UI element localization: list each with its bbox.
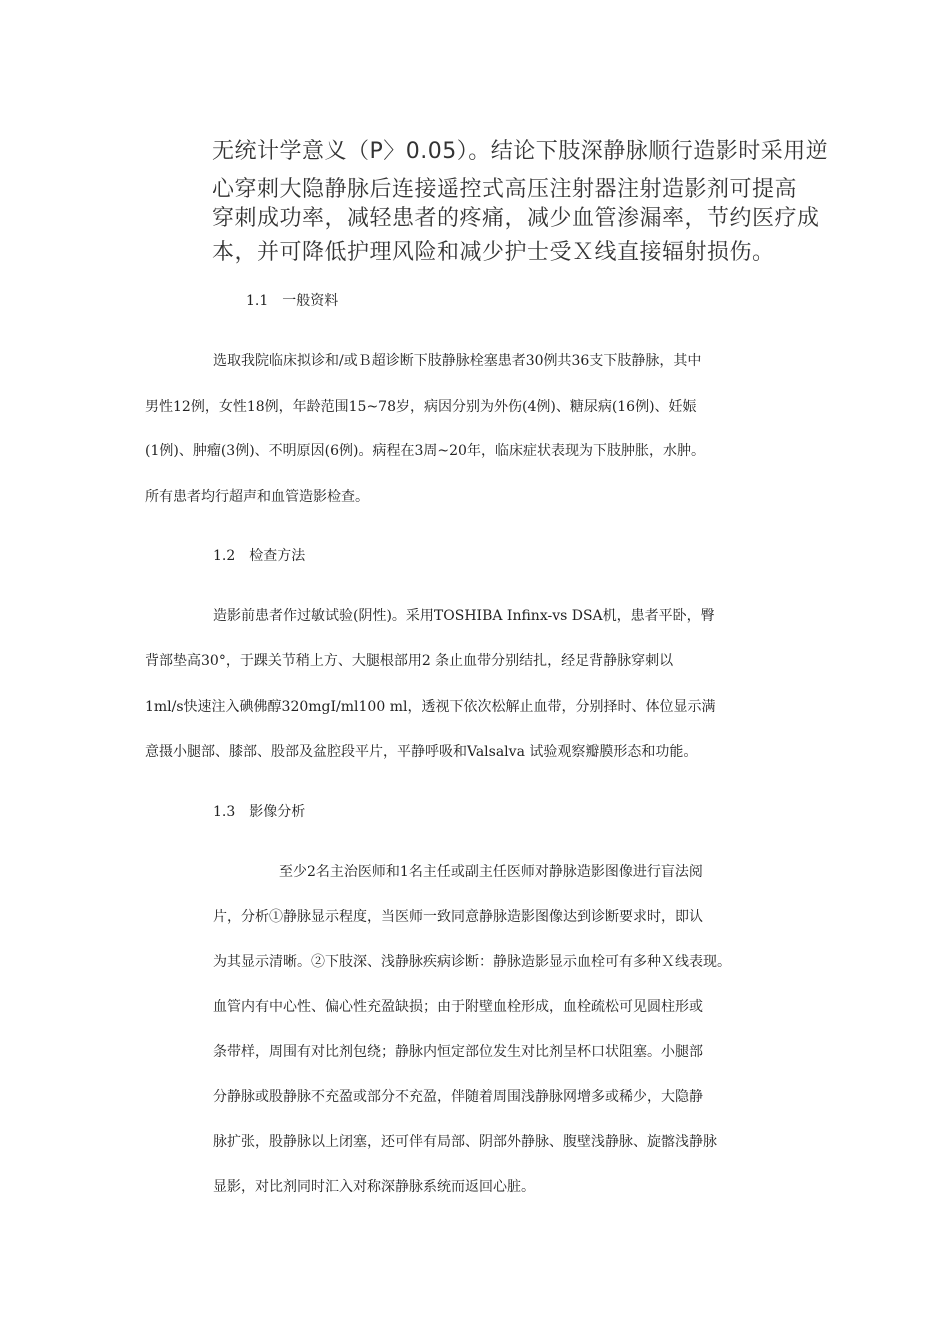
section-heading-1-2: 1.2 检查方法 xyxy=(213,548,306,564)
paragraph-line: 血管内有中心性、偏心性充盈缺损；由于附壁血栓形成，血栓疏松可见圆柱形或 xyxy=(213,999,703,1015)
paragraph-line: 显影，对比剂同时汇入对称深静脉系统而返回心脏。 xyxy=(213,1179,535,1195)
paragraph-line: 背部垫高30°，于踝关节稍上方、大腿根部用2 条止血带分别结扎，经足背静脉穿刺以 xyxy=(145,653,674,669)
paragraph-line: (1例)、肿瘤(3例)、不明原因(6例)。病程在3周~20年，临床症状表现为下肢肿胀，水肿。 xyxy=(145,443,705,459)
paragraph-line: 选取我院临床拟诊和/或Ｂ超诊断下肢静脉栓塞患者30例共36支下肢静脉，其中 xyxy=(213,353,702,369)
paragraph-line: 造影前患者作过敏试验(阴性)。采用TOSHIBA Infinx-vs DSA机，患者平卧，臀 xyxy=(213,608,715,624)
paragraph-line: 至少2名主治医师和1名主任或副主任医师对静脉造影图像进行盲法阅 xyxy=(279,864,703,880)
paragraph-line: 意摄小腿部、膝部、股部及盆腔段平片，平静呼吸和Valsalva 试验观察瓣膜形态和功能。 xyxy=(145,744,698,760)
conclusion-line: 本，并可降低护理风险和减少护士受Ｘ线直接辐射损伤。 xyxy=(212,240,775,265)
paragraph-line: 1ml/s快速注入碘佛醇320mgI/ml100 ml，透视下依次松解止血带，分别择时、体位显示满 xyxy=(145,699,716,715)
paragraph-line: 男性12例，女性18例，年龄范围15~78岁，病因分别为外伤(4例)、糖尿病(16例)、妊娠 xyxy=(145,399,697,415)
paragraph-line: 脉扩张，股静脉以上闭塞，还可伴有局部、阴部外静脉、腹壁浅静脉、旋髂浅静脉 xyxy=(213,1134,717,1150)
paragraph-line: 条带样，周围有对比剂包绕；静脉内恒定部位发生对比剂呈杯口状阻塞。小腿部 xyxy=(213,1044,703,1060)
conclusion-line: 穿刺成功率，减轻患者的疼痛，减少血管渗漏率，节约医疗成 xyxy=(212,206,820,231)
paragraph-line: 所有患者均行超声和血管造影检查。 xyxy=(145,489,369,505)
paragraph-line: 片，分析①静脉显示程度，当医师一致同意静脉造影图像达到诊断要求时，即认 xyxy=(213,909,703,925)
paragraph-line: 分静脉或股静脉不充盈或部分不充盈，伴随着周围浅静脉网增多或稀少，大隐静 xyxy=(213,1089,703,1105)
conclusion-line: 心穿刺大隐静脉后连接遥控式高压注射器注射造影剂可提高 xyxy=(212,177,798,202)
conclusion-line: 无统计学意义（P〉0.05）。结论下肢深静脉顺行造影时采用逆 xyxy=(212,139,829,164)
section-heading-1-1: 1.1 一般资料 xyxy=(246,293,339,309)
paragraph-line: 为其显示清晰。②下肢深、浅静脉疾病诊断：静脉造影显示血栓可有多种Ｘ线表现。 xyxy=(213,954,731,970)
section-heading-1-3: 1.3 影像分析 xyxy=(213,804,306,820)
